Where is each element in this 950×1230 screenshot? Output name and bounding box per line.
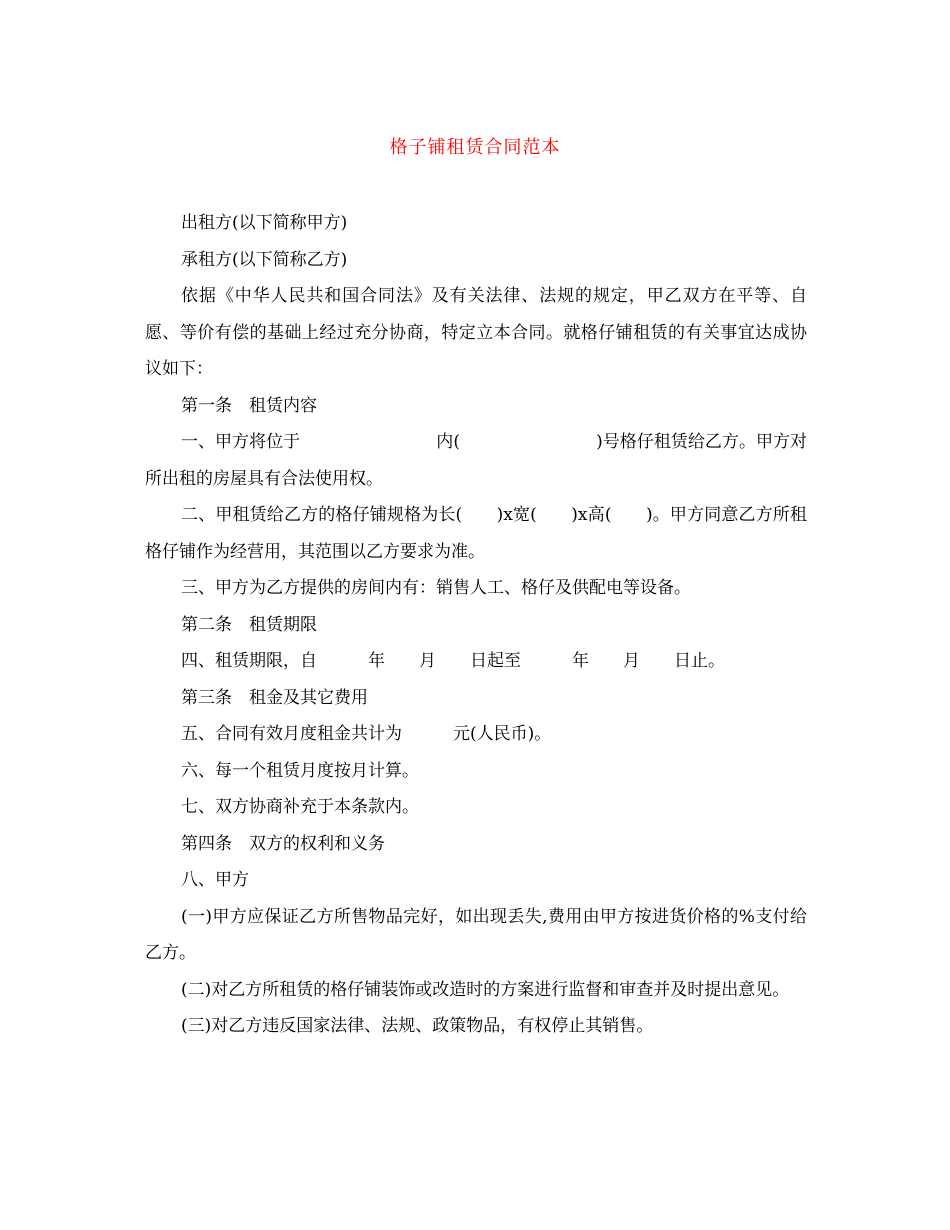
clause-7: 七、双方协商补充于本条款内。 xyxy=(181,797,419,817)
article-4-heading: 第四条 双方的权利和义务 xyxy=(181,833,385,854)
paragraph-preamble: 依据《中华人民共和国合同法》及有关法律、法规的规定，甲乙双方在平等、自愿、等价有偿的基础上经过充分协商，特定立本合同。就格仔铺租赁的有关事宜达成协议如下： xyxy=(145,286,807,379)
clause-4: 四、租赁期限，自 年 月 日起至 年 月 日止。 xyxy=(181,651,725,671)
clause-1: 一、甲方将位于 内( )号格仔租赁给乙方。甲方对所出租的房屋具有合法使用权。 xyxy=(145,432,807,489)
clause-8-item-3: (三)对乙方违反国家法律、法规、政策物品，有权停止其销售。 xyxy=(181,1016,654,1036)
clause-5: 五、合同有效月度租金共计为 元(人民币)。 xyxy=(181,724,552,744)
clause-2: 二、甲租赁给乙方的格仔铺规格为长( )x宽( )x高( )。甲方同意乙方所租格仔铺作为经营用，其范围以乙方要求为准。 xyxy=(145,505,807,562)
paragraph-lessee: 承租方(以下简称乙方) xyxy=(181,249,348,270)
clause-8: 八、甲方 xyxy=(181,870,249,890)
clause-8-item-2: (二)对乙方所租赁的格仔铺装饰或改造时的方案进行监督和审查并及时提出意见。 xyxy=(181,979,790,1000)
clause-3: 三、甲方为乙方提供的房间内有：销售人工、格仔及供配电等设备。 xyxy=(181,578,691,598)
clause-8-item-1: (一)甲方应保证乙方所售物品完好，如出现丢失,费用由甲方按进货价格的%支付给乙方。 xyxy=(145,906,807,963)
article-2-heading: 第二条 租赁期限 xyxy=(181,614,317,635)
document-title: 格子铺租赁合同范本 xyxy=(389,137,561,158)
paragraph-lessor: 出租方(以下简称甲方) xyxy=(181,213,348,233)
document-body xyxy=(145,205,807,1045)
clause-6: 六、每一个租赁月度按月计算。 xyxy=(181,760,419,781)
article-1-heading: 第一条 租赁内容 xyxy=(181,395,317,416)
article-3-heading: 第三条 租金及其它费用 xyxy=(181,687,368,708)
